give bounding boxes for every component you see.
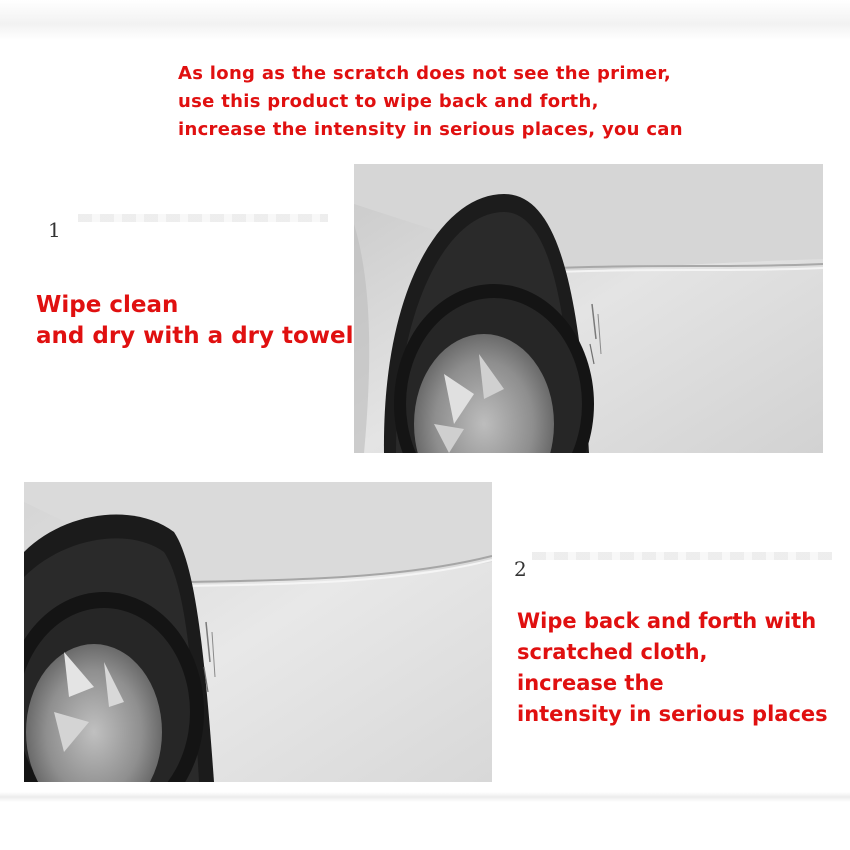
faint-watermark-line (78, 214, 328, 222)
step-1-caption (36, 290, 354, 352)
top-border (0, 0, 850, 40)
caption-line: Wipe clean (36, 292, 179, 318)
intro-line: use this product to wipe back and forth, (178, 91, 599, 112)
intro-text (178, 60, 778, 144)
caption-line: scratched cloth, (517, 640, 708, 664)
bottom-border (0, 792, 850, 802)
car-fender-photo (24, 482, 492, 782)
caption-line: Wipe back and forth with (517, 609, 817, 633)
caption-line: increase the (517, 671, 664, 695)
car-fender-photo (354, 164, 823, 453)
caption-line: and dry with a dry towel (36, 323, 354, 349)
intro-line: As long as the scratch does not see the primer, (178, 63, 672, 84)
step-1-car-photo (354, 164, 823, 453)
caption-line: intensity in serious places (517, 702, 828, 726)
step-1-number: 1 (48, 218, 61, 242)
step-2-number: 2 (514, 557, 527, 581)
intro-line: increase the intensity in serious places, you can (178, 119, 683, 140)
step-2-car-photo (24, 482, 492, 782)
faint-watermark-line (532, 552, 832, 560)
step-2-caption (517, 606, 828, 730)
